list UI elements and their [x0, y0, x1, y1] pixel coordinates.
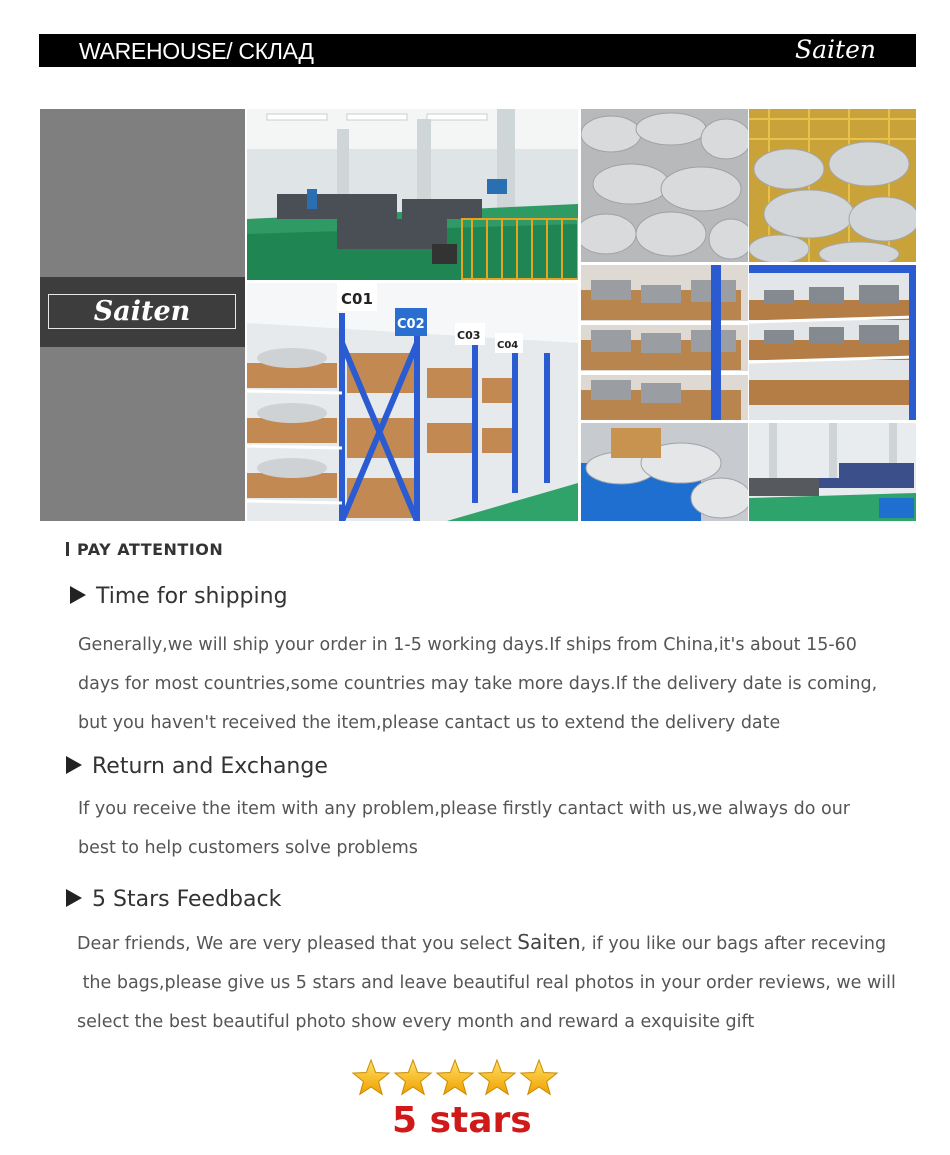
feedback-line-1-before: Dear friends, We are very pleased that you select [77, 934, 518, 954]
shipping-line-3: but you haven't received the item,please cantact us to extend the delivery date [78, 713, 781, 733]
feedback-line-1-after: , if you like our bags after receving [580, 934, 887, 954]
triangle-bullet-icon [66, 889, 82, 907]
shelf-label-c03: C03 [457, 329, 481, 342]
star-icon [437, 1060, 473, 1094]
shelf-label-c02: C02 [397, 317, 425, 332]
header-title: WAREHOUSE/ СКЛАД [79, 38, 314, 64]
header-brand-logo: Saiten [795, 35, 876, 64]
photo-shelf-boxes-2 [749, 265, 916, 420]
five-stars-rating [350, 1058, 560, 1100]
feedback-brand-name: Saiten [517, 930, 581, 954]
header-bar [39, 34, 916, 67]
return-line-1: If you receive the item with any problem,please firstly cantact with us,we always do our [78, 799, 850, 819]
brand-logo-box: Saiten [48, 294, 236, 329]
section-feedback-text [77, 923, 896, 1042]
feedback-line-1 [77, 923, 896, 964]
stars-group [353, 1060, 557, 1094]
feedback-line-3: select the best beautiful photo show every month and reward a exquisite gift [77, 1012, 755, 1032]
section-feedback-label: 5 Stars Feedback [92, 887, 282, 912]
star-icon [521, 1060, 557, 1094]
feedback-line-2: the bags,please give us 5 stars and leave beautiful real photos in your order reviews, we will [77, 973, 896, 993]
star-icon [395, 1060, 431, 1094]
photo-labeled-shelves [247, 283, 578, 521]
shipping-line-1: Generally,we will ship your order in 1-5 working days.If ships from China,it's about 15-60 [78, 635, 857, 655]
photo-warehouse-hall [247, 109, 578, 280]
pay-attention-label: PAY ATTENTION [77, 540, 224, 559]
star-icon [479, 1060, 515, 1094]
section-return-title [66, 754, 328, 779]
heading-marker [66, 542, 69, 556]
section-shipping-title [70, 584, 288, 609]
return-line-2: best to help customers solve problems [78, 838, 418, 858]
section-return-text [78, 790, 850, 868]
triangle-bullet-icon [66, 756, 82, 774]
photo-bags-cage [749, 109, 916, 262]
section-return-label: Return and Exchange [92, 754, 328, 779]
brand-panel [40, 109, 245, 521]
photo-mailer-bags [581, 109, 748, 262]
photo-shelf-boxes-1 [581, 265, 748, 420]
shelf-label-c04: C04 [497, 340, 519, 351]
brand-strip [40, 277, 245, 347]
star-icon [353, 1060, 389, 1094]
shelf-label-c01: C01 [341, 290, 373, 308]
photo-blue-crate [581, 423, 748, 521]
warehouse-gallery [40, 109, 916, 521]
five-stars-label: 5 stars [392, 1100, 532, 1141]
section-shipping-label: Time for shipping [96, 584, 288, 609]
shipping-line-2: days for most countries,some countries may take more days.If the delivery date is coming, [78, 674, 878, 694]
section-feedback-title [66, 887, 281, 912]
triangle-bullet-icon [70, 586, 86, 604]
photo-workshop-floor [749, 423, 916, 521]
section-shipping-text [78, 626, 877, 743]
pay-attention-heading [66, 540, 223, 559]
